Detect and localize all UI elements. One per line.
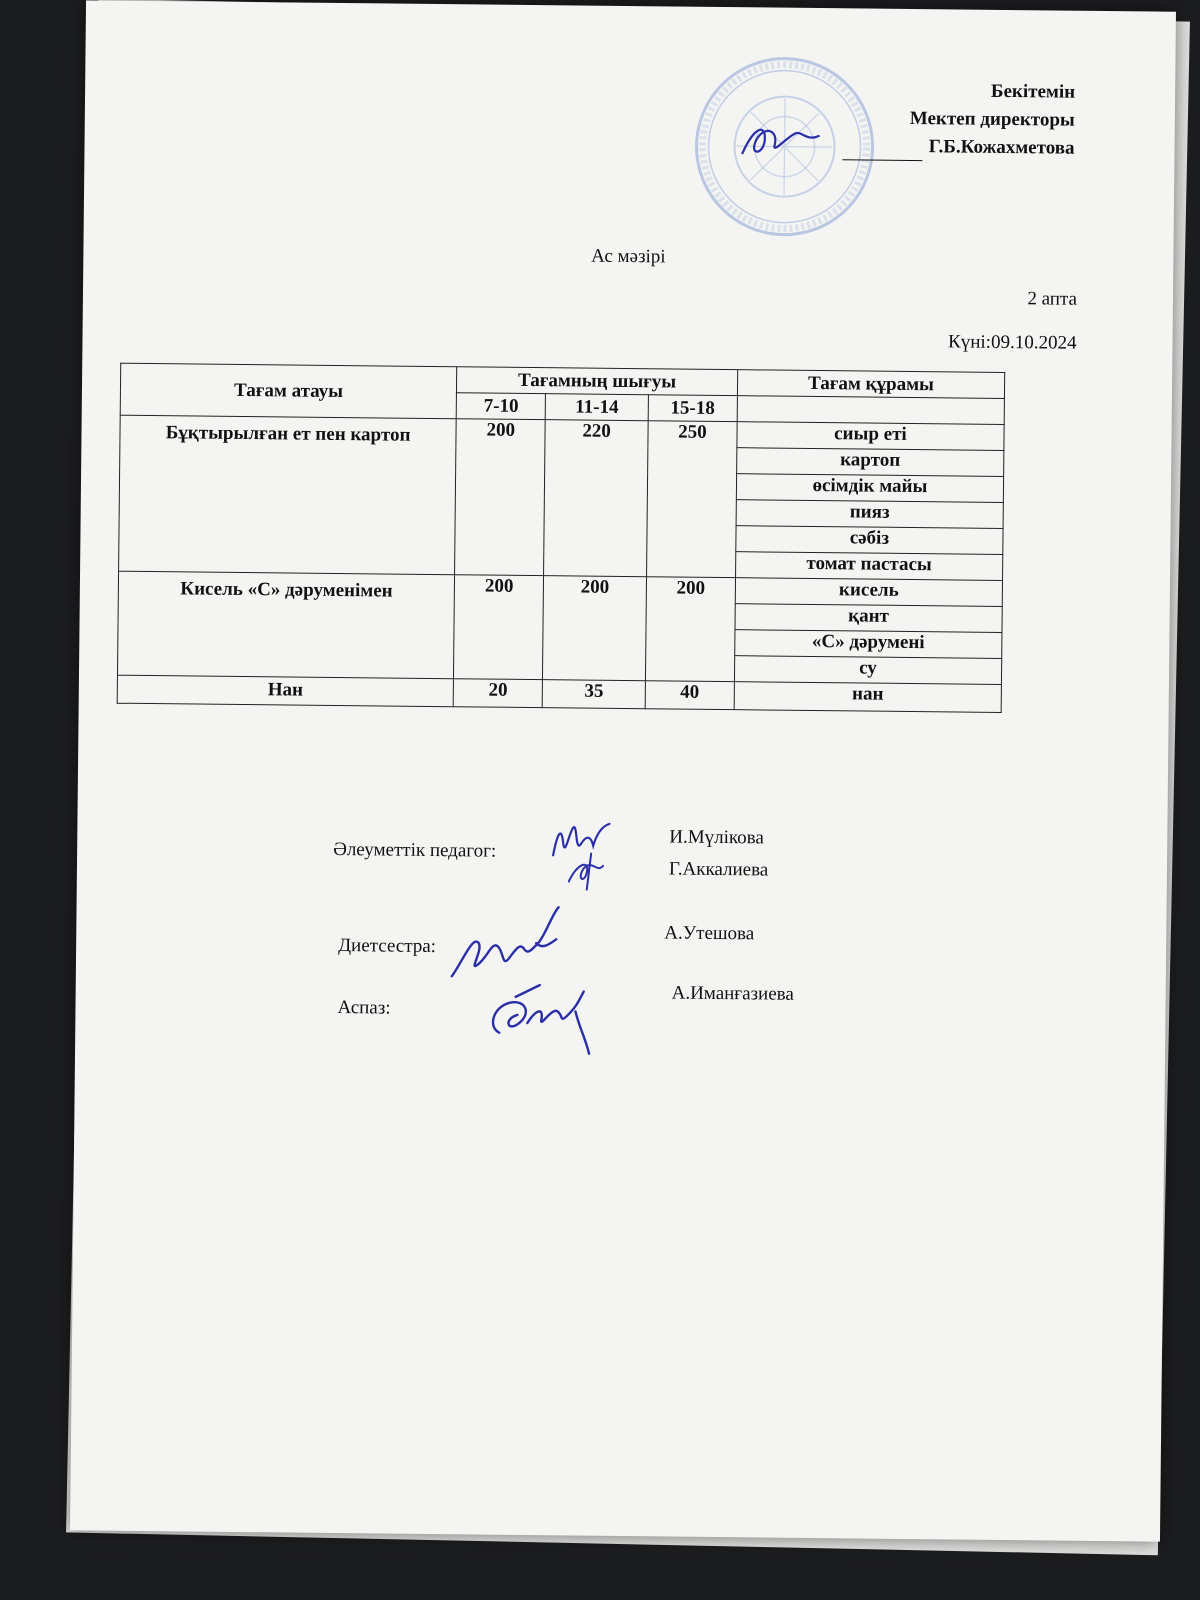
header-composition: Тағам құрамы [737, 370, 1004, 399]
document-title: Ас мәзірі [591, 245, 666, 268]
ingredient-cell: су [734, 656, 1001, 685]
yield-cell: 20 [453, 679, 542, 708]
dish-name-cell: Бұқтырылған ет пен картоп [119, 415, 457, 575]
ingredient-cell: пияз [736, 500, 1003, 529]
yield-cell: 200 [455, 419, 546, 576]
ingredient-cell: сәбіз [736, 526, 1003, 555]
ingredient-cell: нан [734, 682, 1001, 713]
date-label: Күні:09.10.2024 [947, 331, 1077, 354]
social-pedagogue-signature [547, 813, 628, 894]
dietitian-name: А.Утешова [664, 922, 755, 945]
cook-label: Аспаз: [337, 997, 391, 1019]
social-pedagogue-name-1: И.Мүлікова [669, 826, 764, 849]
ingredient-cell: томат пастасы [735, 552, 1002, 581]
week-label: 2 апта [1027, 288, 1078, 310]
empty-composition-cell [737, 396, 1004, 425]
age-group-cell: 7-10 [456, 393, 545, 420]
yield-cell: 250 [646, 421, 737, 578]
yield-cell: 35 [542, 680, 645, 709]
social-pedagogue-label: Әлеуметтік педагог: [333, 838, 497, 862]
ingredient-cell: сиыр еті [737, 422, 1004, 451]
approval-position: Мектеп директоры [909, 107, 1075, 131]
age-group-cell: 15-18 [648, 395, 737, 422]
yield-cell: 200 [543, 576, 647, 681]
approval-title: Бекітемін [990, 80, 1076, 103]
age-group-cell: 11-14 [545, 394, 648, 421]
ingredient-cell: өсімдік майы [736, 474, 1003, 503]
yield-cell: 200 [454, 575, 544, 680]
ingredient-cell: «С» дәрумені [735, 630, 1002, 659]
dish-name-cell: Нан [117, 675, 454, 707]
social-pedagogue-name-2: Г.Аккалиева [668, 858, 769, 881]
approval-signature-line [843, 141, 923, 161]
yield-cell: 200 [645, 577, 735, 682]
document-page [70, 0, 1176, 1541]
menu-table [117, 363, 1006, 713]
header-dish-name: Тағам атауы [120, 363, 457, 419]
ingredient-cell: қант [735, 604, 1002, 633]
approval-signature-row [843, 132, 1075, 162]
yield-cell: 220 [544, 420, 648, 577]
approval-director-name: Г.Б.Кожахметова [928, 136, 1075, 159]
cook-name: А.Иманғазиева [671, 982, 794, 1005]
yield-cell: 40 [645, 681, 734, 710]
cook-signature [479, 967, 610, 1058]
header-yield: Тағамның шығуы [457, 367, 738, 396]
dietitian-label: Диетсестра: [338, 935, 437, 958]
ingredient-cell: кисель [735, 578, 1002, 607]
dish-name-cell: Кисель «С» дәруменімен [117, 571, 454, 679]
director-signature [734, 115, 824, 164]
approval-block [843, 76, 1076, 162]
ingredient-cell: картоп [736, 448, 1003, 477]
